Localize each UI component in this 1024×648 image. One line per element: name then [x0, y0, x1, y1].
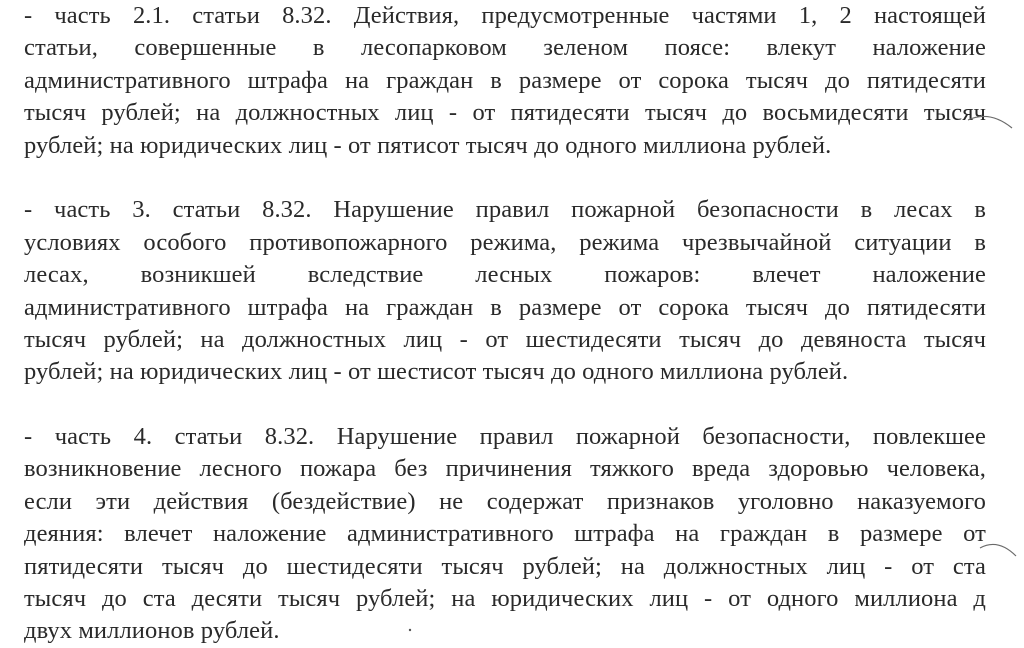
paragraph-part-2-1: [24, 0, 986, 162]
text-line: - часть 2.1. статьи 8.32. Действия, предусмотренные частями 1, 2 настоящей: [24, 2, 986, 29]
text-line: если эти действия (бездействие) не содержат признаков уголовно наказуемого: [24, 487, 986, 515]
text-line: тысяч до ста десяти тысяч рублей; на юридических лиц - от одного миллиона д: [24, 585, 986, 613]
text-line: административного штрафа на граждан в размере от сорока тысяч до пятидесяти: [24, 293, 986, 321]
text-line: лесах, возникшей вследствие лесных пожаров: влечет наложение: [24, 261, 986, 289]
text-line: условиях особого противопожарного режима, режима чрезвычайной ситуации в: [24, 228, 986, 256]
text-line: статьи, совершенные в лесопарковом зеленом поясе: влекут наложение: [24, 34, 986, 62]
text-line: деяния: влечет наложение административного штрафа на граждан в размере от: [24, 520, 986, 548]
text-line: административного штрафа на граждан в размере от сорока тысяч до пятидесяти: [24, 66, 986, 94]
paragraph-part-4: [24, 421, 986, 648]
text-line: рублей; на юридических лиц - от пятисот тысяч до одного миллиона рублей.: [24, 131, 832, 159]
text-line: двух миллионов рублей.: [24, 617, 280, 645]
text-line: тысяч рублей; на должностных лиц - от шестидесяти тысяч до девяноста тысяч: [24, 325, 986, 353]
text-line: возникновение лесного пожара без причинения тяжкого вреда здоровью человека,: [24, 455, 986, 483]
paragraph-gap: [24, 162, 986, 194]
text-line: - часть 3. статьи 8.32. Нарушение правил пожарной безопасности в лесах в: [24, 196, 986, 224]
text-line: рублей; на юридических лиц - от шестисот тысяч до одного миллиона рублей.: [24, 358, 849, 386]
paragraph-gap: [24, 389, 986, 421]
document-page: [24, 0, 986, 648]
text-line: тысяч рублей; на должностных лиц - от пятидесяти тысяч до восьмидесяти тысяч: [24, 99, 986, 127]
paragraph-part-3: [24, 194, 986, 388]
text-line: пятидесяти тысяч до шестидесяти тысяч рублей; на должностных лиц - от ста: [24, 552, 986, 580]
text-line: - часть 4. статьи 8.32. Нарушение правил пожарной безопасности, повлекшее: [24, 423, 986, 451]
